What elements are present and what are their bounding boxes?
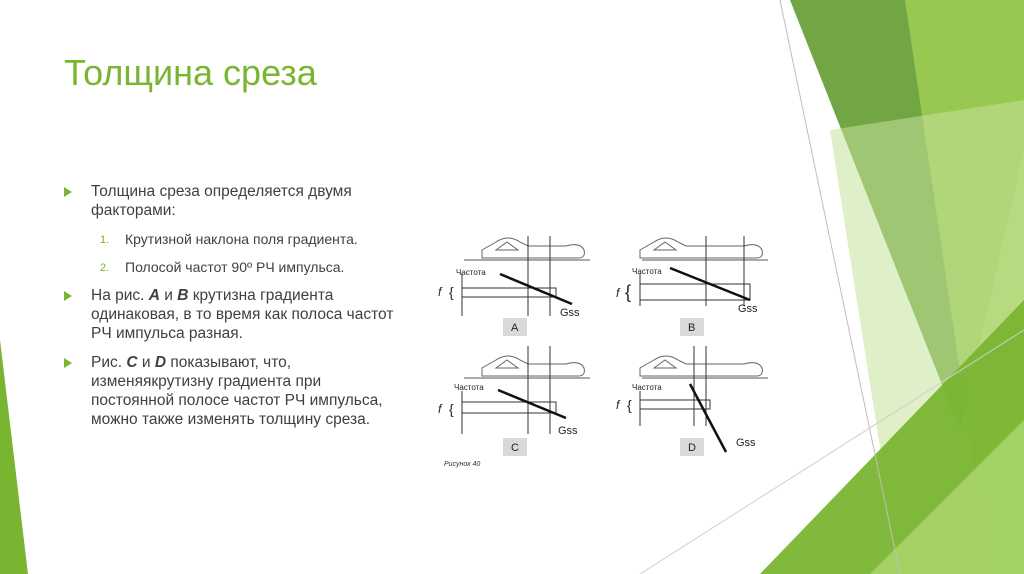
figure-ref-d: D <box>154 354 167 371</box>
panel-d <box>616 346 768 456</box>
slide-title: Толщина среза <box>64 52 317 93</box>
bullet-1 <box>64 182 404 220</box>
bullet-triangle-icon <box>64 358 72 368</box>
brace-icon: { <box>449 401 454 417</box>
gss-label: Gss <box>736 437 756 449</box>
subitem-2-text: Полосой частот 90º РЧ импульса. <box>125 259 345 275</box>
brace-icon: { <box>627 397 632 413</box>
f-label: f <box>616 398 620 412</box>
bullet-triangle-icon <box>64 187 72 197</box>
figure-ref-b: B <box>177 287 189 304</box>
brace-icon: { <box>449 284 454 300</box>
gss-label: Gss <box>738 303 758 315</box>
panel-letter: B <box>688 322 696 334</box>
panel-a <box>438 236 590 336</box>
bg-facet-left <box>0 340 28 574</box>
figure-caption: Рисунок 40 <box>444 461 481 468</box>
panel-c <box>438 346 590 456</box>
subitem-1 <box>64 230 404 249</box>
subitem-number: 1. <box>100 234 110 246</box>
f-label: f <box>438 402 442 416</box>
slice-thickness-figure <box>432 228 772 473</box>
f-label: f <box>438 285 442 299</box>
gss-label: Gss <box>558 425 578 437</box>
subitem-number: 2. <box>100 262 110 274</box>
panel-letter: A <box>511 322 519 334</box>
bullet-triangle-icon <box>64 291 72 301</box>
panel-letter: D <box>688 442 696 454</box>
freq-label: Частота <box>456 268 486 277</box>
figure-ref-a: A <box>148 287 160 304</box>
freq-label: Частота <box>454 383 484 392</box>
bullet-1-text: Толщина среза определяется двумя факторами: <box>91 183 352 219</box>
bullet-content <box>64 182 404 439</box>
f-label: f <box>616 286 620 300</box>
subitem-1-text: Крутизной наклона поля градиента. <box>125 231 358 247</box>
bullet-3: Рис. C и D показывают, что, изменяякрутизну градиента при постоянной полосе частот РЧ импульса, можно также изменять толщину среза. <box>64 353 404 429</box>
panel-b <box>616 236 768 336</box>
freq-label: Частота <box>632 383 662 392</box>
subitem-2 <box>64 258 404 277</box>
bullet-2: На рис. A и B крутизна градиента одинаковая, в то время как полоса частот РЧ импульса разная. <box>64 286 404 343</box>
panel-letter: C <box>511 442 519 454</box>
figure-ref-c: C <box>126 354 138 371</box>
freq-label: Частота <box>632 267 662 276</box>
gss-label: Gss <box>560 307 580 319</box>
brace-icon: { <box>625 282 632 302</box>
